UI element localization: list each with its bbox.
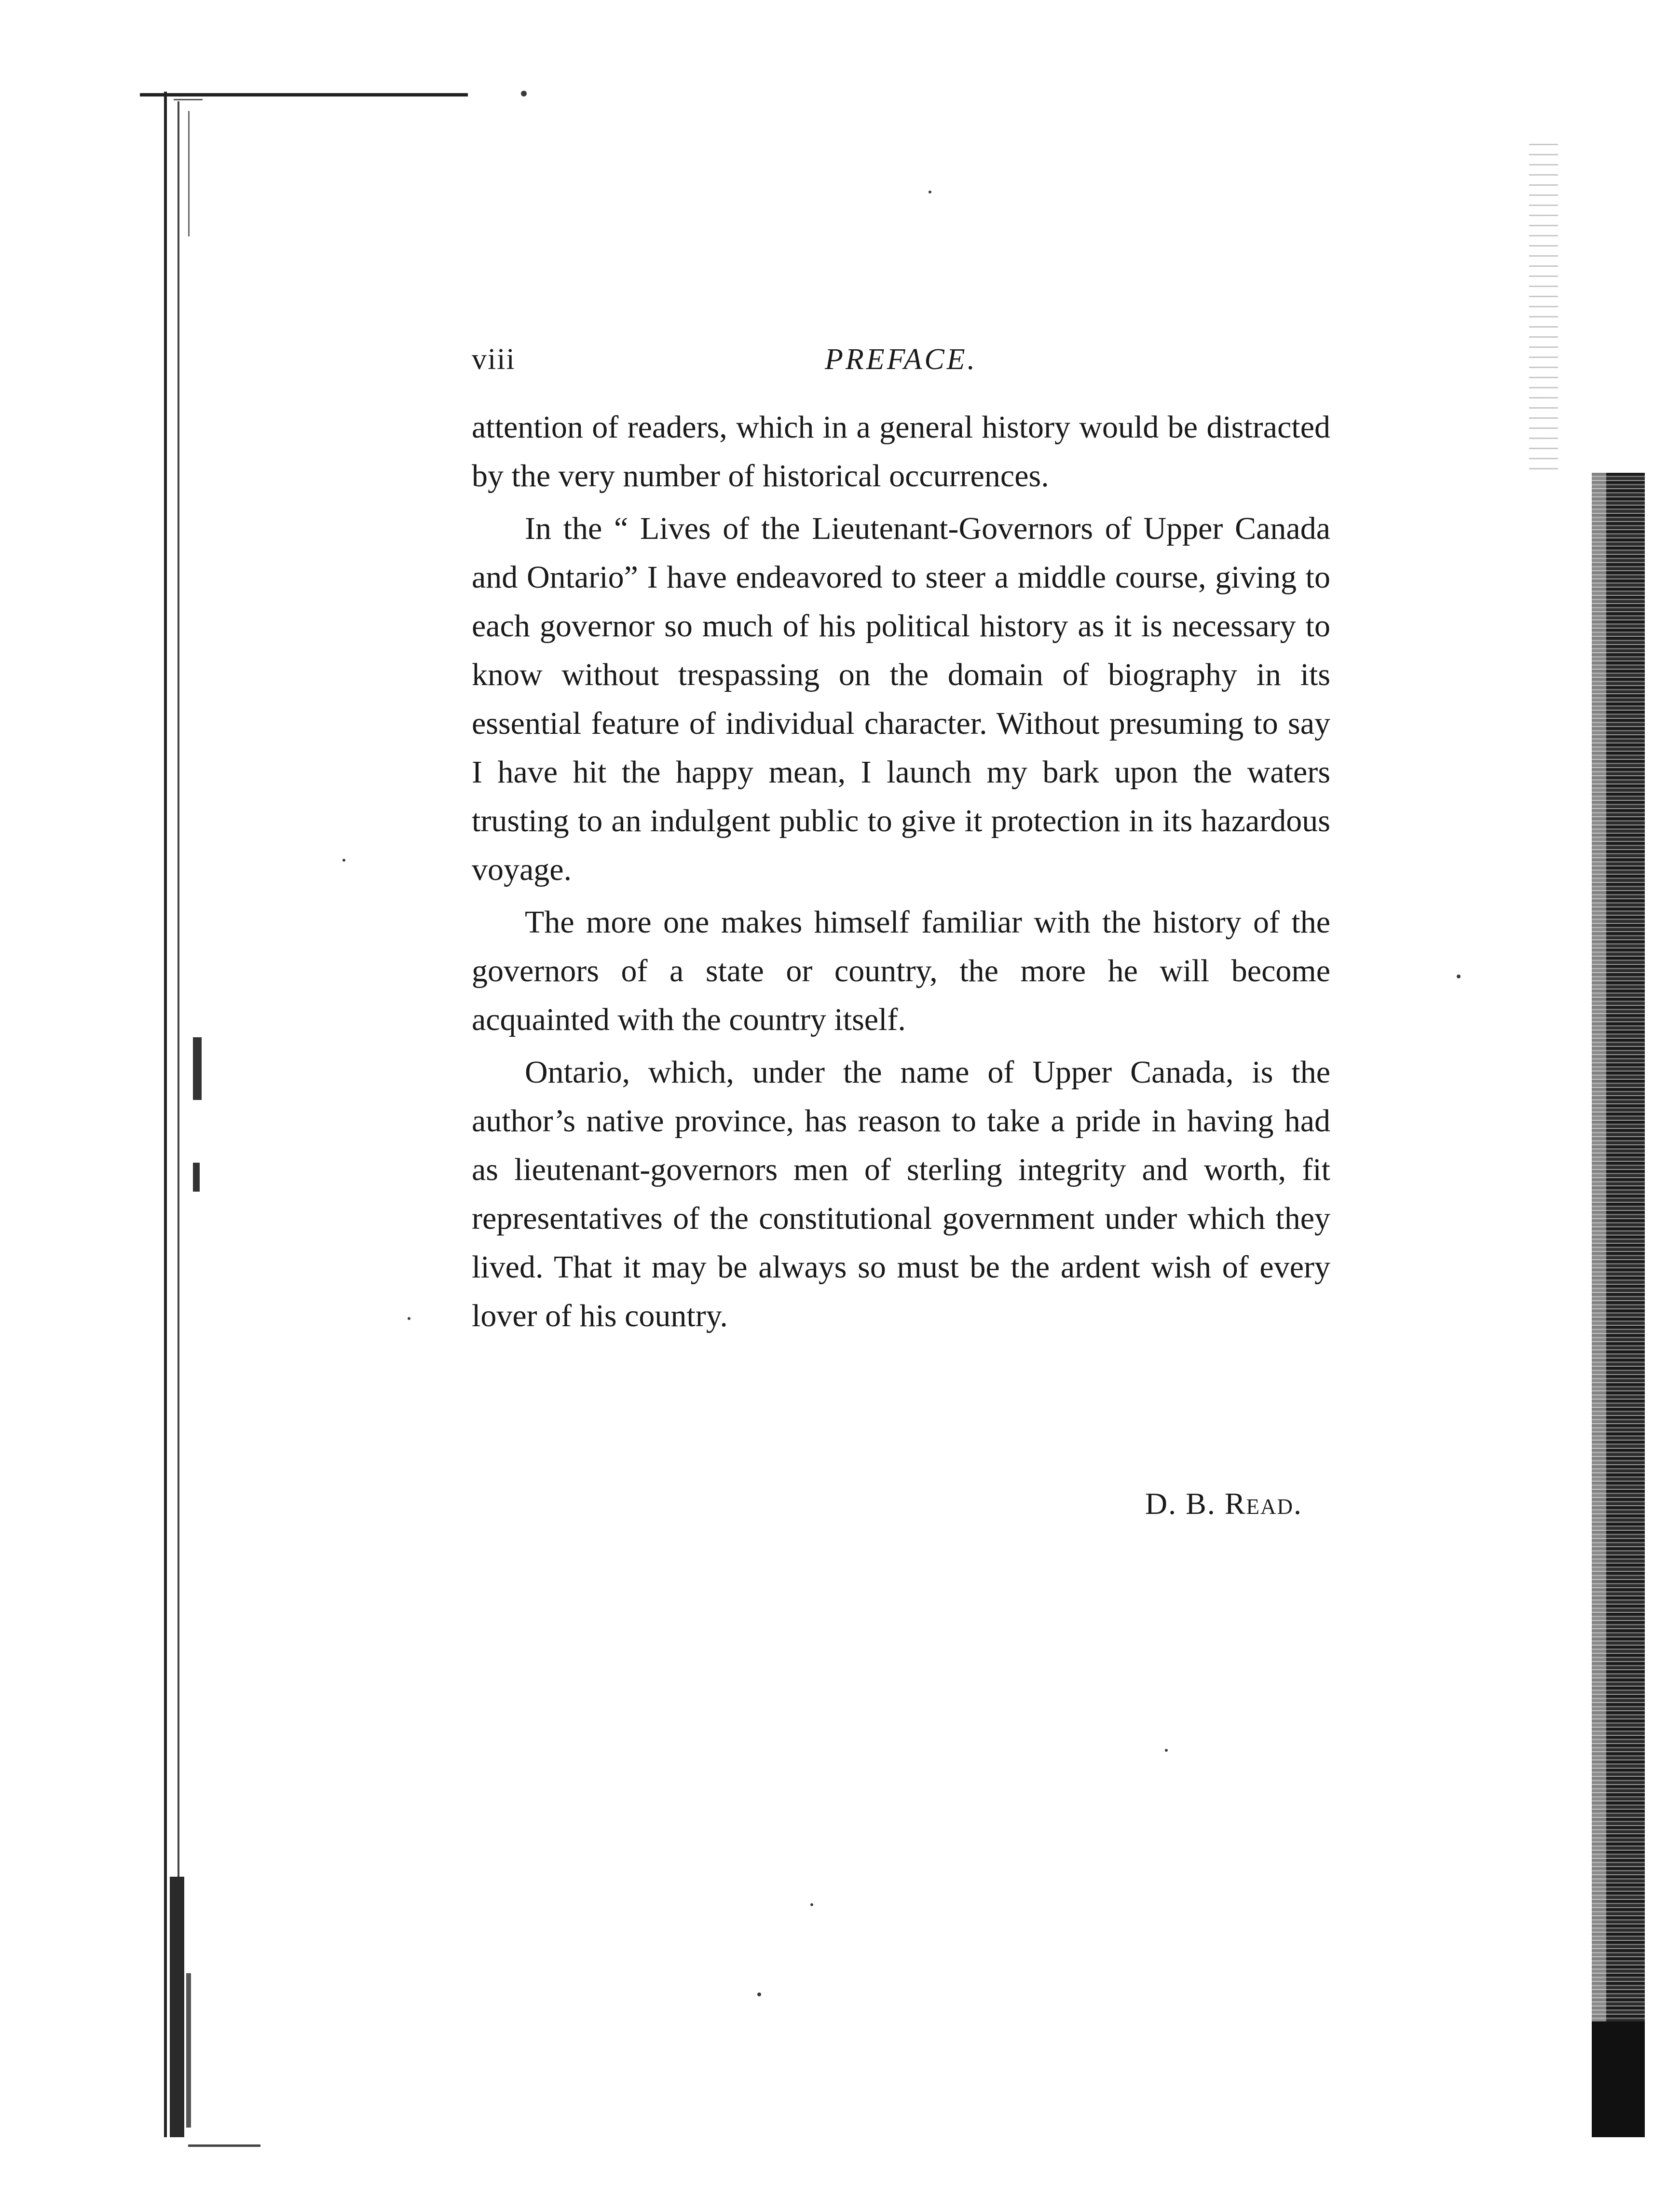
paragraph-4: Ontario, which, under the name of Upper Canada, is the author’s native province, has reason to take a pride in having had as lieutenant-governors men of sterling integrity and worth, fit representatives of the constitutional government under which they lived. That it may be always so must be the ardent wish of every lover of his country. <box>472 1055 1330 1333</box>
scan-right-dark-edge <box>1592 473 1645 2123</box>
scan-right-speckles <box>1529 135 1558 473</box>
author-signature <box>1100 1486 1302 1522</box>
paragraph-2: In the “ Lives of the Lieutenant-Governors of Upper Canada and Ontario” I have endeavored to steer a middle course, giving to each governor so much of his political history as it is necessary to know without trespassing on the domain of biography in its essential feature of individual character. Without presuming to say I have hit the happy mean, I launch my bark upon the waters trusting to an indulgent public to give it protection in its hazardous voyage. <box>472 511 1330 887</box>
running-head <box>472 338 1330 381</box>
scan-bottom-rule <box>188 2144 260 2147</box>
author-name: D. B. Read. <box>1145 1486 1302 1521</box>
paragraph-3: The more one makes himself familiar with the history of the governors of a state or country, the more he will become acquainted with the country itself. <box>472 905 1330 1037</box>
paragraph-1: attention of readers, which in a general history would be distracted by the very number of historical occurrences. <box>472 410 1330 494</box>
page-number: viii <box>472 343 516 376</box>
preface-body <box>472 403 1330 1340</box>
scan-left-binding-edge <box>159 92 236 2137</box>
page-title: PREFACE. <box>824 343 978 376</box>
